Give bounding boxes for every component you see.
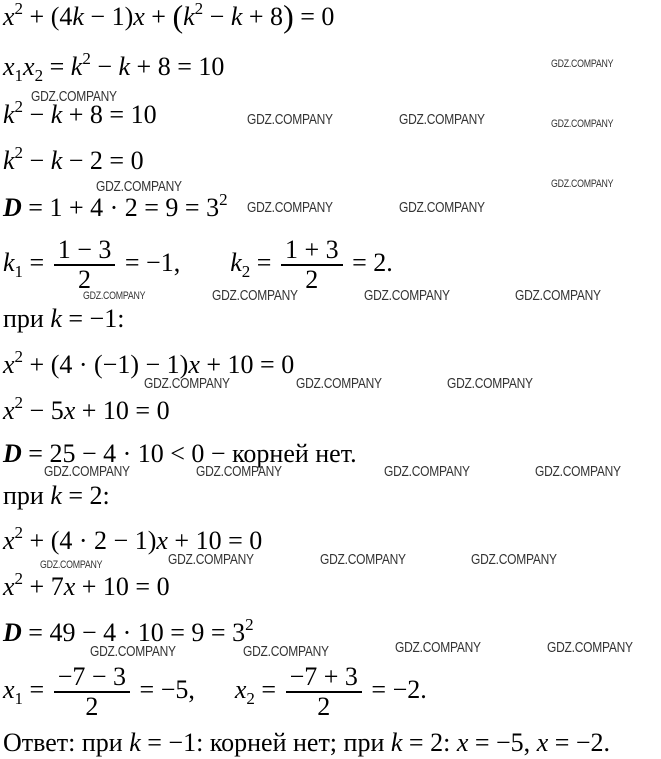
equation-line: $x^2 + (4 \cdot 2 - 1)x + 10 = 0$ — [3, 523, 263, 555]
equation-line: D = 25 − 4 · 10 < 0 − корней нет. — [3, 439, 357, 468]
watermark: GDZ.COMPANY — [399, 199, 485, 216]
watermark: GDZ.COMPANY — [551, 178, 614, 190]
watermark: GDZ.COMPANY — [247, 111, 333, 128]
equation-line: $x^2 + (4k - 1)x + (k^2 - k + 8) = 0$ — [3, 0, 335, 34]
watermark: GDZ.COMPANY — [399, 111, 485, 128]
equation-line: $k^2 - k + 8 = 10$ — [3, 97, 157, 129]
watermark: GDZ.COMPANY — [212, 287, 298, 304]
watermark: GDZ.COMPANY — [551, 58, 614, 70]
equation-line: $x^2 + 7x + 10 = 0$ — [3, 569, 170, 601]
watermark: GDZ.COMPANY — [31, 88, 117, 105]
equation-line: $k_1$ = $\frac{1 - 3}{2}$ = −1, $k_2$ = $\frac{1 + 3}{2}$ = 2. — [3, 235, 393, 295]
watermark: GDZ.COMPANY — [320, 551, 406, 568]
equation-line: $D = 1 + 4 \cdot 2 = 9 = 3^2$ — [3, 190, 228, 222]
watermark: GDZ.COMPANY — [395, 639, 481, 656]
answer-line: Ответ: при k = −1: корней нет; при k = 2: x = −5, x = −2. — [3, 728, 611, 757]
watermark: GDZ.COMPANY — [447, 375, 533, 392]
watermark: GDZ.COMPANY — [364, 287, 450, 304]
watermark: GDZ.COMPANY — [535, 463, 621, 480]
watermark: GDZ.COMPANY — [196, 463, 282, 480]
fraction: $\frac{1 - 3}{2}$ — [54, 236, 116, 294]
fraction: $\frac{-7 + 3}{2}$ — [286, 663, 362, 721]
watermark: GDZ.COMPANY — [247, 199, 333, 216]
watermark: GDZ.COMPANY — [243, 643, 329, 660]
section-label: при k = −1: — [3, 304, 125, 333]
watermark: GDZ.COMPANY — [551, 118, 614, 130]
equation-line: $x^2 - 5x + 10 = 0$ — [3, 393, 170, 425]
watermark: GDZ.COMPANY — [90, 643, 176, 660]
watermark: GDZ.COMPANY — [96, 178, 182, 195]
watermark: GDZ.COMPANY — [471, 551, 557, 568]
fraction: $\frac{-7 - 3}{2}$ — [54, 663, 130, 721]
watermark: GDZ.COMPANY — [168, 551, 254, 568]
equation-line: $x_1$ = $\frac{-7 - 3}{2}$ = −5, $x_2$ = $\frac{-7 + 3}{2}$ = −2. — [3, 662, 427, 722]
equation-line: $x_1x_2 = k^2 - k + 8 = 10$ — [3, 49, 225, 85]
watermark: GDZ.COMPANY — [384, 463, 470, 480]
equation-line: $k^2 - k - 2 = 0$ — [3, 143, 144, 175]
watermark: GDZ.COMPANY — [296, 375, 382, 392]
equation-line: $x^2 + (4 \cdot (-1) - 1)x + 10 = 0$ — [3, 347, 295, 379]
watermark: GDZ.COMPANY — [547, 639, 633, 656]
section-label: при k = 2: — [3, 481, 110, 510]
watermark: GDZ.COMPANY — [44, 463, 130, 480]
watermark: GDZ.COMPANY — [40, 559, 103, 571]
watermark: GDZ.COMPANY — [144, 375, 230, 392]
watermark: GDZ.COMPANY — [83, 290, 146, 302]
fraction: $\frac{1 + 3}{2}$ — [281, 236, 343, 294]
equation-line: $D = 49 - 4 \cdot 10 = 9 = 3^2$ — [3, 615, 254, 647]
watermark: GDZ.COMPANY — [515, 287, 601, 304]
